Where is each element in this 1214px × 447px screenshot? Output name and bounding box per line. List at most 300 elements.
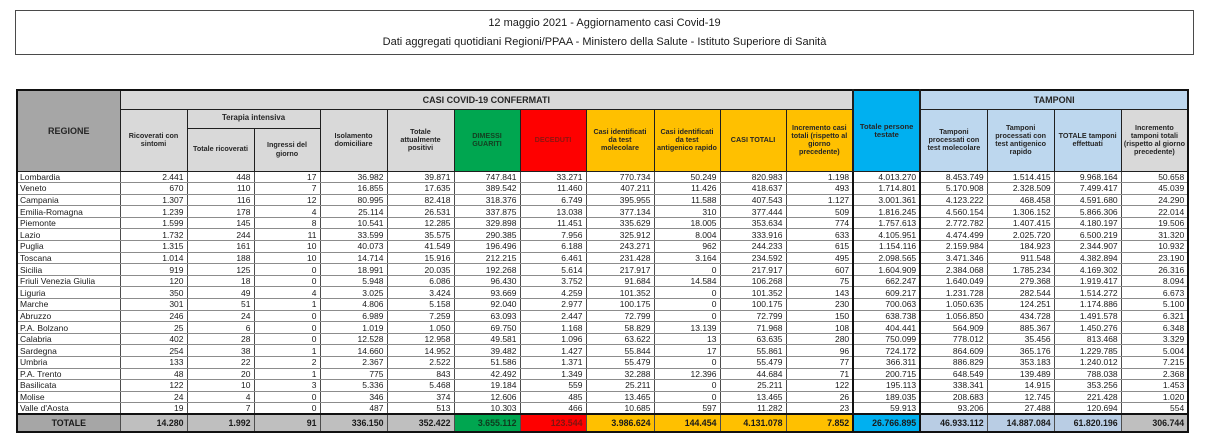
cell-dimessi: 196.496 [454, 241, 520, 253]
cell-persone_testate: 750.099 [853, 333, 920, 345]
cell-ricoverati_sintomi: 301 [120, 299, 187, 311]
cell-attualmente_positivi: 5.468 [387, 380, 454, 392]
region-name: Molise [17, 391, 120, 403]
cell-casi_totali: 101.352 [720, 287, 786, 299]
col-header-casi-molecolare: Casi identificati da test molecolare [586, 109, 654, 171]
col-header-ti-totale: Totale ricoverati [187, 128, 254, 171]
region-name: Friuli Venezia Giulia [17, 275, 120, 287]
cell-persone_testate: 1.816.245 [853, 206, 920, 218]
cell-persone_testate: 638.738 [853, 310, 920, 322]
total-cell-ti_totale: 1.992 [187, 414, 254, 432]
cell-casi_totali: 71.968 [720, 322, 786, 334]
total-cell-incremento_tamponi: 306.744 [1121, 414, 1188, 432]
cell-tamponi_totale: 1.240.012 [1054, 357, 1121, 369]
total-label: TOTALE [17, 414, 120, 432]
col-header-ti-ingressi: Ingressi del giorno [254, 128, 320, 171]
total-cell-tamponi_antigenico: 14.887.084 [987, 414, 1054, 432]
cell-ti_ingressi: 10 [254, 241, 320, 253]
cell-incremento_tamponi: 8.094 [1121, 275, 1188, 287]
cell-casi_totali: 407.543 [720, 194, 786, 206]
cell-tamponi_totale: 813.468 [1054, 333, 1121, 345]
cell-dimessi: 192.268 [454, 264, 520, 276]
cell-tamponi_totale: 1.229.785 [1054, 345, 1121, 357]
cell-tamponi_antigenico: 1.785.234 [987, 264, 1054, 276]
cell-ti_ingressi: 0 [254, 275, 320, 287]
cell-casi_totali: 377.444 [720, 206, 786, 218]
cell-deceduti: 1.096 [520, 333, 586, 345]
cell-tamponi_antigenico: 434.728 [987, 310, 1054, 322]
cell-isolamento: 10.541 [320, 217, 387, 229]
cell-ti_ingressi: 3 [254, 380, 320, 392]
cell-casi_antigenico: 12.396 [654, 368, 720, 380]
cell-ti_totale: 4 [187, 391, 254, 403]
cell-isolamento: 5.948 [320, 275, 387, 287]
cell-dimessi: 389.542 [454, 183, 520, 195]
cell-deceduti: 13.038 [520, 206, 586, 218]
cell-persone_testate: 724.172 [853, 345, 920, 357]
cell-tamponi_antigenico: 12.745 [987, 391, 1054, 403]
cell-dimessi: 42.492 [454, 368, 520, 380]
cell-casi_totali: 44.684 [720, 368, 786, 380]
cell-casi_antigenico: 13.139 [654, 322, 720, 334]
cell-persone_testate: 1.154.116 [853, 241, 920, 253]
total-cell-persone_testate: 26.766.895 [853, 414, 920, 432]
cell-casi_antigenico: 597 [654, 403, 720, 415]
region-name: Piemonte [17, 217, 120, 229]
cell-ti_totale: 24 [187, 310, 254, 322]
cell-ricoverati_sintomi: 1.599 [120, 217, 187, 229]
cell-tamponi_totale: 788.038 [1054, 368, 1121, 380]
cell-casi_molecolare: 377.134 [586, 206, 654, 218]
table-row [17, 333, 1188, 345]
cell-ti_ingressi: 11 [254, 229, 320, 241]
cell-persone_testate: 1.714.801 [853, 183, 920, 195]
cell-casi_antigenico: 0 [654, 264, 720, 276]
cell-ricoverati_sintomi: 1.307 [120, 194, 187, 206]
cell-casi_molecolare: 25.211 [586, 380, 654, 392]
cell-tamponi_totale: 120.694 [1054, 403, 1121, 415]
table-row [17, 194, 1188, 206]
cell-tamponi_antigenico: 139.489 [987, 368, 1054, 380]
cell-attualmente_positivi: 2.522 [387, 357, 454, 369]
cell-attualmente_positivi: 39.871 [387, 171, 454, 183]
cell-tamponi_antigenico: 2.025.720 [987, 229, 1054, 241]
cell-attualmente_positivi: 3.424 [387, 287, 454, 299]
cell-incremento_casi: 493 [786, 183, 853, 195]
cell-ti_ingressi: 0 [254, 403, 320, 415]
cell-isolamento: 487 [320, 403, 387, 415]
cell-incremento_tamponi: 6.673 [1121, 287, 1188, 299]
region-name: Sardegna [17, 345, 120, 357]
region-name: Marche [17, 299, 120, 311]
cell-tamponi_molecolare: 4.123.222 [920, 194, 987, 206]
cell-casi_antigenico: 0 [654, 287, 720, 299]
region-name: Lazio [17, 229, 120, 241]
cell-isolamento: 5.336 [320, 380, 387, 392]
cell-incremento_casi: 75 [786, 275, 853, 287]
cell-tamponi_totale: 1.450.276 [1054, 322, 1121, 334]
cell-tamponi_molecolare: 1.050.635 [920, 299, 987, 311]
cell-isolamento: 40.073 [320, 241, 387, 253]
cell-attualmente_positivi: 26.531 [387, 206, 454, 218]
cell-tamponi_molecolare: 778.012 [920, 333, 987, 345]
cell-dimessi: 19.184 [454, 380, 520, 392]
table-row [17, 299, 1188, 311]
cell-tamponi_totale: 6.500.219 [1054, 229, 1121, 241]
cell-isolamento: 775 [320, 368, 387, 380]
cell-persone_testate: 1.604.909 [853, 264, 920, 276]
total-cell-casi_totali: 4.131.078 [720, 414, 786, 432]
col-header-deceduti: DECEDUTI [520, 109, 586, 171]
cell-ti_ingressi: 0 [254, 322, 320, 334]
cell-incremento_casi: 108 [786, 322, 853, 334]
cell-ti_ingressi: 12 [254, 194, 320, 206]
cell-tamponi_totale: 1.919.417 [1054, 275, 1121, 287]
cell-deceduti: 1.427 [520, 345, 586, 357]
cell-dimessi: 63.093 [454, 310, 520, 322]
cell-casi_totali: 353.634 [720, 217, 786, 229]
region-name: Calabria [17, 333, 120, 345]
col-header-persone-testate: Totale persone testate [853, 90, 920, 171]
cell-incremento_casi: 71 [786, 368, 853, 380]
table-row [17, 252, 1188, 264]
region-name: Emilia-Romagna [17, 206, 120, 218]
col-header-ricoverati-sintomi: Ricoverati con sintomi [120, 109, 187, 171]
cell-casi_molecolare: 55.479 [586, 357, 654, 369]
cell-persone_testate: 662.247 [853, 275, 920, 287]
cell-incremento_tamponi: 22.014 [1121, 206, 1188, 218]
total-cell-isolamento: 336.150 [320, 414, 387, 432]
cell-tamponi_antigenico: 14.915 [987, 380, 1054, 392]
total-cell-tamponi_molecolare: 46.933.112 [920, 414, 987, 432]
cell-incremento_casi: 26 [786, 391, 853, 403]
cell-attualmente_positivi: 1.050 [387, 322, 454, 334]
cell-ti_totale: 51 [187, 299, 254, 311]
cell-ti_totale: 18 [187, 275, 254, 287]
cell-incremento_tamponi: 6.348 [1121, 322, 1188, 334]
cell-ti_totale: 145 [187, 217, 254, 229]
region-name: Umbria [17, 357, 120, 369]
cell-tamponi_molecolare: 2.772.782 [920, 217, 987, 229]
cell-incremento_tamponi: 2.368 [1121, 368, 1188, 380]
cell-attualmente_positivi: 12.285 [387, 217, 454, 229]
cell-casi_totali: 244.233 [720, 241, 786, 253]
cell-incremento_tamponi: 26.316 [1121, 264, 1188, 276]
cell-dimessi: 69.750 [454, 322, 520, 334]
cell-deceduti: 6.749 [520, 194, 586, 206]
cell-ti_totale: 188 [187, 252, 254, 264]
cell-incremento_tamponi: 45.039 [1121, 183, 1188, 195]
table-row [17, 217, 1188, 229]
cell-ti_ingressi: 1 [254, 368, 320, 380]
region-name: P.A. Bolzano [17, 322, 120, 334]
col-header-attualmente-positivi: Totale attualmente positivi [387, 109, 454, 171]
table-row [17, 322, 1188, 334]
cell-tamponi_molecolare: 1.640.049 [920, 275, 987, 287]
cell-ricoverati_sintomi: 122 [120, 380, 187, 392]
region-name: Campania [17, 194, 120, 206]
table-row [17, 183, 1188, 195]
table-row [17, 171, 1188, 183]
cell-casi_antigenico: 18.005 [654, 217, 720, 229]
cell-incremento_casi: 280 [786, 333, 853, 345]
col-header-dimessi-guariti: DIMESSI GUARITI [454, 109, 520, 171]
cell-casi_molecolare: 91.684 [586, 275, 654, 287]
cell-casi_antigenico: 14.584 [654, 275, 720, 287]
cell-ricoverati_sintomi: 246 [120, 310, 187, 322]
cell-casi_antigenico: 0 [654, 299, 720, 311]
cell-ti_ingressi: 4 [254, 206, 320, 218]
table-body [17, 171, 1188, 414]
cell-tamponi_antigenico: 1.306.152 [987, 206, 1054, 218]
cell-incremento_casi: 774 [786, 217, 853, 229]
cell-deceduti: 4.259 [520, 287, 586, 299]
region-name: Basilicata [17, 380, 120, 392]
cell-attualmente_positivi: 41.549 [387, 241, 454, 253]
cell-incremento_casi: 615 [786, 241, 853, 253]
region-name: Liguria [17, 287, 120, 299]
cell-ti_totale: 244 [187, 229, 254, 241]
cell-casi_totali: 100.175 [720, 299, 786, 311]
cell-dimessi: 290.385 [454, 229, 520, 241]
cell-tamponi_totale: 1.174.886 [1054, 299, 1121, 311]
cell-tamponi_antigenico: 885.367 [987, 322, 1054, 334]
cell-isolamento: 346 [320, 391, 387, 403]
cell-casi_molecolare: 55.844 [586, 345, 654, 357]
cell-casi_molecolare: 101.352 [586, 287, 654, 299]
cell-deceduti: 2.447 [520, 310, 586, 322]
cell-tamponi_totale: 353.256 [1054, 380, 1121, 392]
cell-ti_totale: 22 [187, 357, 254, 369]
cell-ti_ingressi: 17 [254, 171, 320, 183]
cell-incremento_tamponi: 5.004 [1121, 345, 1188, 357]
cell-persone_testate: 366.311 [853, 357, 920, 369]
cell-tamponi_molecolare: 648.549 [920, 368, 987, 380]
cell-casi_totali: 25.211 [720, 380, 786, 392]
cell-incremento_tamponi: 7.215 [1121, 357, 1188, 369]
banner-casi-confermati: CASI COVID-19 CONFERMATI [120, 90, 853, 109]
cell-incremento_casi: 230 [786, 299, 853, 311]
cell-persone_testate: 4.105.951 [853, 229, 920, 241]
region-name: Veneto [17, 183, 120, 195]
cell-tamponi_totale: 1.514.272 [1054, 287, 1121, 299]
total-row [17, 414, 1188, 432]
cell-attualmente_positivi: 7.259 [387, 310, 454, 322]
cell-isolamento: 33.599 [320, 229, 387, 241]
table-row [17, 310, 1188, 322]
cell-casi_antigenico: 0 [654, 357, 720, 369]
cell-attualmente_positivi: 5.158 [387, 299, 454, 311]
cell-casi_antigenico: 310 [654, 206, 720, 218]
report-title: 12 maggio 2021 - Aggiornamento casi Covid-19 [488, 17, 721, 29]
total-cell-dimessi: 3.655.112 [454, 414, 520, 432]
col-header-casi-antigenico: Casi identificati da test antigenico rapido [654, 109, 720, 171]
table-row [17, 391, 1188, 403]
cell-casi_totali: 106.268 [720, 275, 786, 287]
cell-isolamento: 6.989 [320, 310, 387, 322]
group-header-terapia-intensiva: Terapia intensiva [187, 109, 320, 128]
cell-persone_testate: 189.035 [853, 391, 920, 403]
cell-incremento_tamponi: 1.020 [1121, 391, 1188, 403]
cell-tamponi_antigenico: 1.514.415 [987, 171, 1054, 183]
cell-casi_antigenico: 13 [654, 333, 720, 345]
cell-ti_ingressi: 2 [254, 357, 320, 369]
cell-casi_molecolare: 32.288 [586, 368, 654, 380]
cell-dimessi: 93.669 [454, 287, 520, 299]
cell-tamponi_antigenico: 184.923 [987, 241, 1054, 253]
cell-tamponi_molecolare: 864.609 [920, 345, 987, 357]
cell-isolamento: 18.991 [320, 264, 387, 276]
total-cell-attualmente_positivi: 352.422 [387, 414, 454, 432]
cell-tamponi_antigenico: 911.548 [987, 252, 1054, 264]
cell-incremento_tamponi: 24.290 [1121, 194, 1188, 206]
cell-tamponi_molecolare: 3.471.346 [920, 252, 987, 264]
cell-incremento_tamponi: 554 [1121, 403, 1188, 415]
cell-casi_molecolare: 395.955 [586, 194, 654, 206]
cell-dimessi: 92.040 [454, 299, 520, 311]
cell-casi_molecolare: 63.622 [586, 333, 654, 345]
cell-casi_antigenico: 17 [654, 345, 720, 357]
cell-casi_antigenico: 0 [654, 391, 720, 403]
cell-tamponi_totale: 9.968.164 [1054, 171, 1121, 183]
cell-casi_molecolare: 72.799 [586, 310, 654, 322]
cell-isolamento: 4.806 [320, 299, 387, 311]
cell-isolamento: 12.528 [320, 333, 387, 345]
cell-deceduti: 33.271 [520, 171, 586, 183]
col-header-isolamento: Isolamento domiciliare [320, 109, 387, 171]
cell-ricoverati_sintomi: 133 [120, 357, 187, 369]
cell-incremento_tamponi: 5.100 [1121, 299, 1188, 311]
col-header-incremento-tamponi: Incremento tamponi totali (rispetto al giorno precedente) [1121, 109, 1188, 171]
cell-casi_antigenico: 11.588 [654, 194, 720, 206]
cell-ti_ingressi: 10 [254, 252, 320, 264]
cell-ti_ingressi: 7 [254, 183, 320, 195]
col-header-incremento-casi: Incremento casi totali (rispetto al giorno precedente) [786, 109, 853, 171]
cell-attualmente_positivi: 14.952 [387, 345, 454, 357]
cell-incremento_tamponi: 1.453 [1121, 380, 1188, 392]
table-row [17, 403, 1188, 415]
cell-incremento_casi: 23 [786, 403, 853, 415]
cell-tamponi_molecolare: 1.056.850 [920, 310, 987, 322]
cell-attualmente_positivi: 6.086 [387, 275, 454, 287]
cell-ricoverati_sintomi: 254 [120, 345, 187, 357]
cell-casi_molecolare: 217.917 [586, 264, 654, 276]
cell-isolamento: 3.025 [320, 287, 387, 299]
cell-dimessi: 10.303 [454, 403, 520, 415]
total-cell-deceduti: 123.544 [520, 414, 586, 432]
cell-ti_ingressi: 8 [254, 217, 320, 229]
cell-deceduti: 11.451 [520, 217, 586, 229]
cell-deceduti: 5.614 [520, 264, 586, 276]
cell-ti_totale: 49 [187, 287, 254, 299]
cell-tamponi_totale: 5.866.306 [1054, 206, 1121, 218]
cell-dimessi: 212.215 [454, 252, 520, 264]
cell-attualmente_positivi: 35.575 [387, 229, 454, 241]
cell-ricoverati_sintomi: 1.315 [120, 241, 187, 253]
cell-tamponi_molecolare: 2.159.984 [920, 241, 987, 253]
cell-dimessi: 337.875 [454, 206, 520, 218]
region-name: Puglia [17, 241, 120, 253]
cell-casi_antigenico: 11.426 [654, 183, 720, 195]
cell-casi_molecolare: 243.271 [586, 241, 654, 253]
table-row [17, 368, 1188, 380]
cell-casi_antigenico: 962 [654, 241, 720, 253]
cell-ricoverati_sintomi: 19 [120, 403, 187, 415]
cell-ti_totale: 125 [187, 264, 254, 276]
table-footer [17, 414, 1188, 432]
cell-casi_totali: 72.799 [720, 310, 786, 322]
cell-isolamento: 2.367 [320, 357, 387, 369]
total-cell-tamponi_totale: 61.820.196 [1054, 414, 1121, 432]
table-row [17, 275, 1188, 287]
cell-ricoverati_sintomi: 919 [120, 264, 187, 276]
cell-ricoverati_sintomi: 25 [120, 322, 187, 334]
cell-ti_totale: 116 [187, 194, 254, 206]
col-header-tamponi-totale: TOTALE tamponi effettuati [1054, 109, 1121, 171]
cell-isolamento: 36.982 [320, 171, 387, 183]
report-header [15, 10, 1194, 55]
cell-dimessi: 329.898 [454, 217, 520, 229]
region-name: Toscana [17, 252, 120, 264]
col-header-casi-totali: CASI TOTALI [720, 109, 786, 171]
col-header-tamponi-antigenico: Tamponi processati con test antigenico rapido [987, 109, 1054, 171]
cell-persone_testate: 3.001.361 [853, 194, 920, 206]
region-name: Sicilia [17, 264, 120, 276]
region-name: P.A. Trento [17, 368, 120, 380]
table-row [17, 287, 1188, 299]
cell-ricoverati_sintomi: 670 [120, 183, 187, 195]
cell-casi_molecolare: 58.829 [586, 322, 654, 334]
report-subtitle: Dati aggregati quotidiani Regioni/PPAA - Ministero della Salute - Istituto Superiore di Sanità [382, 36, 827, 48]
cell-attualmente_positivi: 20.035 [387, 264, 454, 276]
cell-tamponi_antigenico: 124.251 [987, 299, 1054, 311]
region-name: Abruzzo [17, 310, 120, 322]
cell-casi_molecolare: 407.211 [586, 183, 654, 195]
cell-casi_totali: 55.861 [720, 345, 786, 357]
cell-dimessi: 318.376 [454, 194, 520, 206]
cell-incremento_casi: 96 [786, 345, 853, 357]
cell-attualmente_positivi: 12.958 [387, 333, 454, 345]
cell-tamponi_molecolare: 4.474.499 [920, 229, 987, 241]
cell-ricoverati_sintomi: 48 [120, 368, 187, 380]
cell-deceduti: 559 [520, 380, 586, 392]
banner-tamponi: TAMPONI [920, 90, 1188, 109]
cell-tamponi_molecolare: 4.560.154 [920, 206, 987, 218]
cell-dimessi: 39.482 [454, 345, 520, 357]
cell-persone_testate: 404.441 [853, 322, 920, 334]
cell-incremento_casi: 77 [786, 357, 853, 369]
cell-ti_ingressi: 4 [254, 287, 320, 299]
cell-casi_totali: 217.917 [720, 264, 786, 276]
cell-incremento_tamponi: 10.932 [1121, 241, 1188, 253]
col-header-regione: REGIONE [17, 90, 120, 171]
cell-ti_ingressi: 0 [254, 391, 320, 403]
cell-tamponi_antigenico: 2.328.509 [987, 183, 1054, 195]
cell-tamponi_totale: 4.180.197 [1054, 217, 1121, 229]
cell-tamponi_antigenico: 1.407.415 [987, 217, 1054, 229]
cell-casi_molecolare: 770.734 [586, 171, 654, 183]
cell-tamponi_totale: 2.344.907 [1054, 241, 1121, 253]
cell-ti_ingressi: 1 [254, 299, 320, 311]
cell-dimessi: 747.841 [454, 171, 520, 183]
cell-tamponi_molecolare: 1.231.728 [920, 287, 987, 299]
cell-attualmente_positivi: 82.418 [387, 194, 454, 206]
cell-incremento_casi: 633 [786, 229, 853, 241]
cell-persone_testate: 4.013.270 [853, 171, 920, 183]
cell-tamponi_antigenico: 282.544 [987, 287, 1054, 299]
cell-incremento_casi: 607 [786, 264, 853, 276]
table-row [17, 206, 1188, 218]
